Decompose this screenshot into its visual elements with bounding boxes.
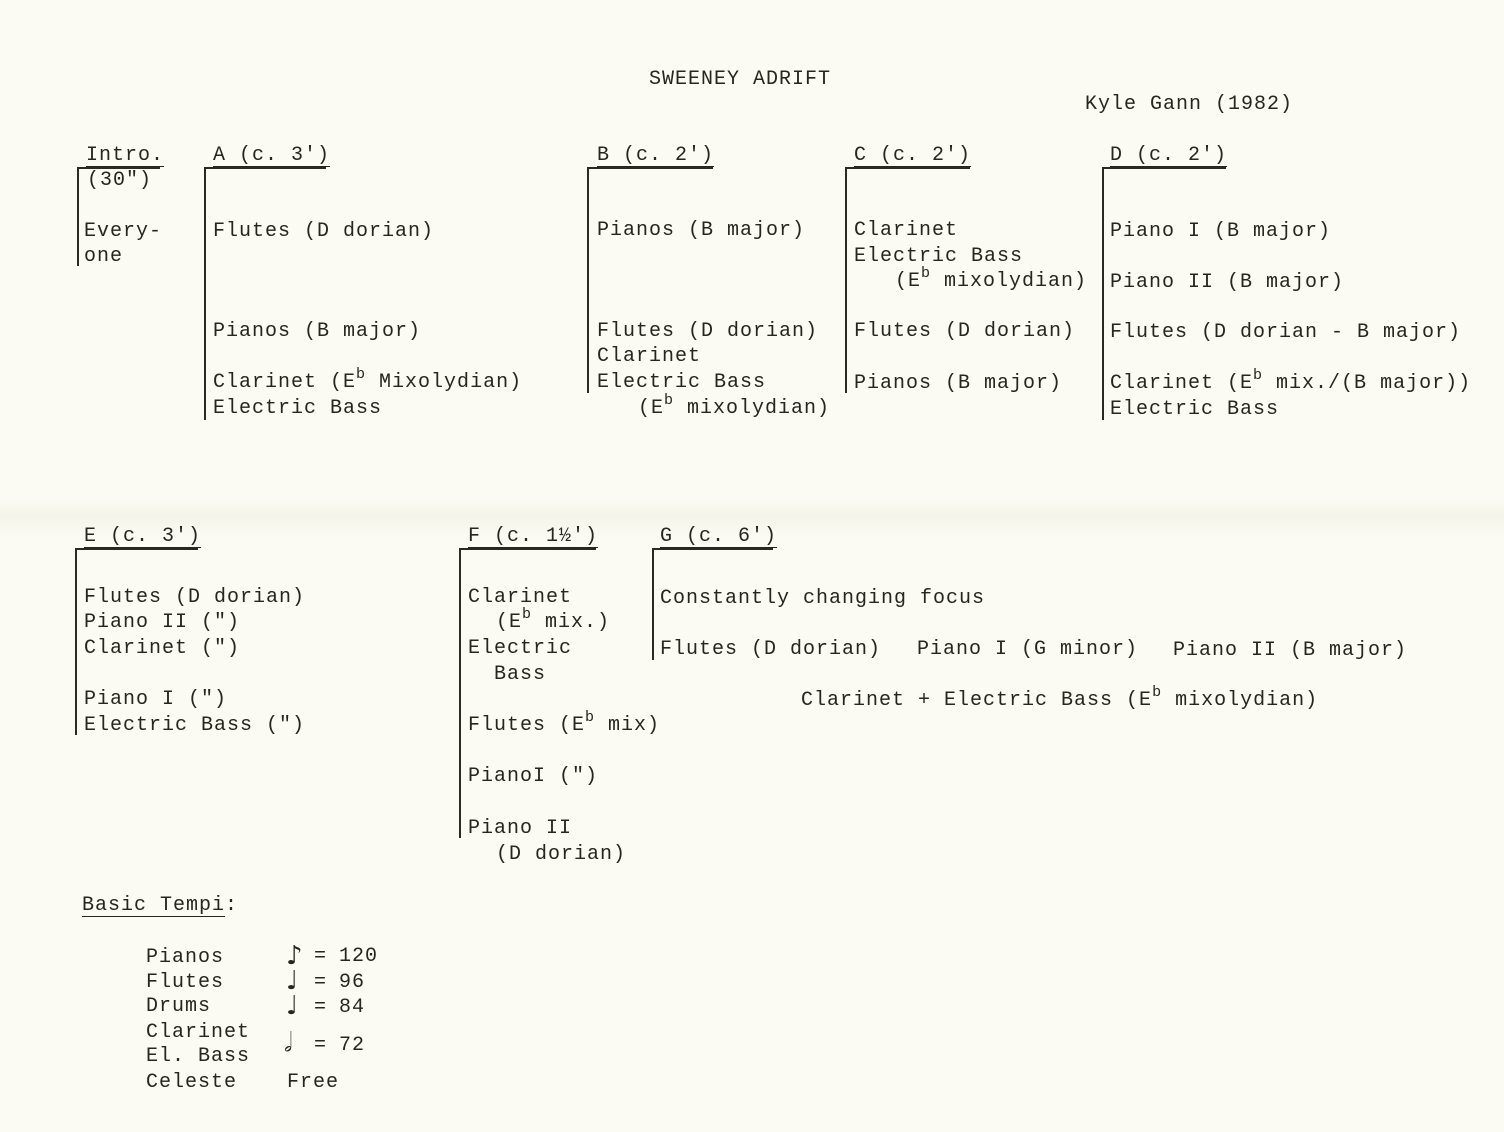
section-d-line: Electric Bass [1110, 398, 1280, 421]
section-f-line: Electric [468, 637, 573, 660]
section-g-line: Flutes (D dorian) [660, 638, 882, 661]
section-c-line: Flutes (D dorian) [854, 320, 1076, 343]
section-b-line: Clarinet [597, 345, 702, 368]
section-f-line: PianoI (") [468, 765, 599, 788]
section-f-line: (D dorian) [496, 843, 627, 866]
bracket-side [459, 548, 461, 838]
section-c-line: Clarinet [854, 219, 959, 242]
section-e-line: Electric Bass (") [84, 714, 306, 737]
section-f-line: Flutes ($E^b$ mix) [468, 709, 661, 737]
section-b-line: ($E^b$ mixolydian) [638, 392, 831, 420]
section-c-line: ($E^b$ mixolydian) [895, 265, 1088, 293]
section-a-line: Flutes (D dorian) [213, 220, 435, 243]
tempi-value: 72 [339, 1034, 366, 1057]
section-e-heading: E (c. 3') [84, 525, 202, 548]
tempi-instrument: Clarinet [146, 1021, 251, 1044]
section-f-line: Piano II [468, 817, 573, 840]
section-g-line: Piano II (B major) [1173, 639, 1408, 662]
bracket-top [460, 548, 596, 550]
section-e-line: Clarinet (") [84, 637, 241, 660]
section-c-line: Electric Bass [854, 245, 1024, 268]
section-c-heading: C (c. 2') [854, 144, 972, 167]
section-g-line: Constantly changing focus [660, 587, 986, 610]
section-e-line: Piano I (") [84, 688, 228, 711]
bracket-side [77, 167, 79, 266]
bracket-side [652, 548, 654, 660]
tempi-value: Free [287, 1071, 340, 1094]
section-f-line: Bass [494, 663, 547, 686]
tempi-heading: Basic Tempi: [82, 894, 239, 917]
section-c-line: Pianos (B major) [854, 372, 1063, 395]
section-a-heading: A (c. 3') [213, 144, 331, 167]
eighth-note-icon: ♪ [286, 941, 303, 971]
half-note-icon: 𝅗𝅥 [284, 1028, 293, 1058]
bracket-side [75, 548, 77, 735]
bracket-side [587, 167, 589, 393]
section-d-line: Piano I (B major) [1110, 220, 1332, 243]
bracket-side [1102, 167, 1104, 420]
section-intro-line: one [84, 245, 124, 268]
section-a-line: Electric Bass [213, 397, 383, 420]
tempi-instrument: Celeste [146, 1071, 238, 1094]
tempi-value: 120 [339, 945, 379, 968]
bracket-side [204, 167, 206, 420]
section-intro-duration: (30") [87, 169, 153, 192]
tempi-equals: = [314, 945, 328, 968]
quarter-note-icon: ♩ [286, 966, 299, 996]
tempi-value: 96 [339, 971, 366, 994]
section-g-line: Piano I (G minor) [917, 638, 1139, 661]
section-b-line: Flutes (D dorian) [597, 320, 819, 343]
tempi-equals: = [314, 996, 328, 1019]
tempi-instrument: Drums [146, 995, 212, 1018]
quarter-note-icon: ♩ [286, 991, 299, 1021]
tempi-value: 84 [339, 996, 366, 1019]
section-d-heading: D (c. 2') [1110, 144, 1228, 167]
section-d-line: Piano II (B major) [1110, 271, 1345, 294]
bracket-top [846, 167, 970, 169]
section-b-heading: B (c. 2') [597, 144, 715, 167]
bracket-side [845, 167, 847, 393]
piece-title: SWEENEY ADRIFT [649, 68, 832, 91]
section-intro-heading: Intro. [86, 144, 165, 167]
section-b-line: Pianos (B major) [597, 219, 806, 242]
bracket-top [76, 548, 198, 550]
bracket-top [653, 548, 773, 550]
bracket-top [1103, 167, 1226, 169]
section-intro-line: Every- [84, 220, 163, 243]
composer-credit: Kyle Gann (1982) [1085, 93, 1294, 116]
section-e-line: Flutes (D dorian) [84, 586, 306, 609]
section-f-heading: F (c. 1½') [468, 525, 599, 548]
tempi-equals: = [314, 971, 328, 994]
section-f-line: ($E^b$ mix.) [496, 606, 611, 634]
section-a-line: Pianos (B major) [213, 320, 422, 343]
section-d-line: Clarinet ($E^b$ mix./(B major)) [1110, 367, 1472, 395]
bracket-top [205, 167, 326, 169]
bracket-top [588, 167, 713, 169]
section-f-line: Clarinet [468, 586, 573, 609]
section-a-line: Clarinet ($E^b$ Mixolydian) [213, 366, 523, 394]
tempi-instrument: El. Bass [146, 1045, 251, 1068]
section-e-line: Piano II (") [84, 611, 241, 634]
section-d-line: Flutes (D dorian - B major) [1110, 321, 1462, 344]
tempi-instrument: Flutes [146, 971, 225, 994]
section-g-line: Clarinet + Electric Bass ($E^b$ mixolydian) [801, 684, 1319, 712]
section-g-heading: G (c. 6') [660, 525, 778, 548]
section-b-line: Electric Bass [597, 371, 767, 394]
tempi-equals: = [314, 1034, 328, 1057]
tempi-instrument: Pianos [146, 946, 225, 969]
